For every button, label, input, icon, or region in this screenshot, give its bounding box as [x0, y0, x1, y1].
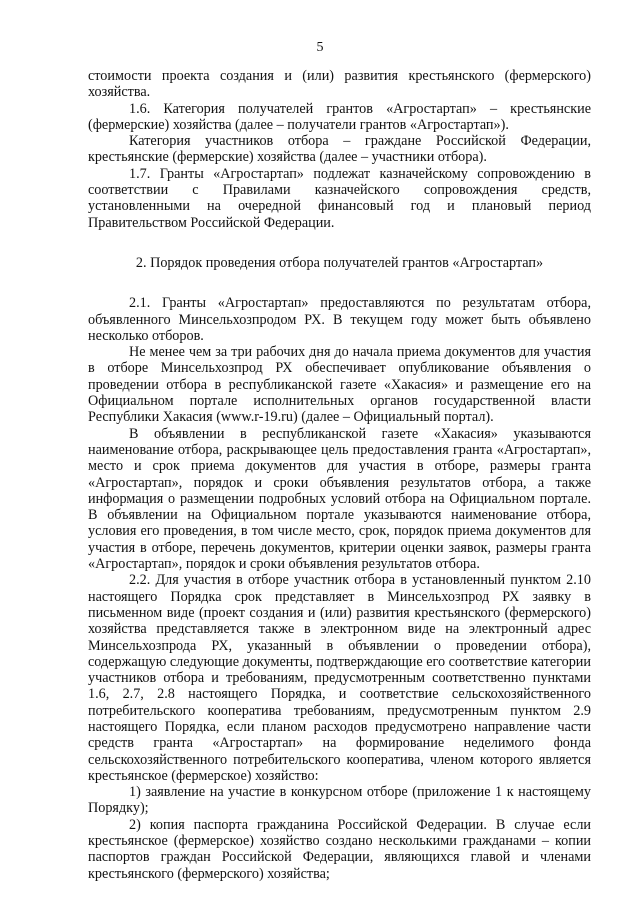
document-body [88, 68, 591, 882]
paragraph-cost-continuation: стоимости проекта создания и (или) развития крестьянского (фермерского) хозяйства. [88, 68, 591, 101]
list-item-1: 1) заявление на участие в конкурсном отборе (приложение 1 к настоящему Порядку); [88, 784, 591, 817]
list-item-2: 2) копия паспорта гражданина Российской Федерации. В случае если крестьянское (фермерское) хозяйство создано несколькими гражданами – копии паспортов граждан Российской Федерации, являющихся главой и членами крестьянского (фермерского) хозяйства; [88, 816, 591, 882]
section-heading: 2. Порядок проведения отбора получателей грантов «Агростартап» [135, 254, 544, 271]
paragraph-1-7: 1.7. Гранты «Агростартап» подлежат казначейскому сопровождению в соответствии с Правилами казначейского сопровождения средств, установленными на очередной финансовый год и плановый период Правительством Российской Федерации. [88, 165, 591, 231]
paragraph-participants-category: Категория участников отбора – граждане Российской Федерации, крестьянские (фермерские) хозяйства (далее – участники отбора). [88, 133, 591, 166]
paragraph-announcement-contents: В объявлении в республиканской газете «Хакасия» указываются наименование отбора, раскрывающее цель предоставления гранта «Агростартап», место и срок приема документов для участия в отборе, размеры гранта «Агростартап», порядок и сроки объявления результатов отбора, а также информация о размещении подробных условий отбора на Официальном портале. В объявлении на Официальном портале указываются наименование отбора, условия его проведения, в том числе место, срок, порядок приема документов для участия в отборе, перечень документов, критерии оценки заявок, размеры гранта «Агростартап», порядок и сроки объявления результатов отбора. [88, 425, 591, 573]
paragraph-2-2: 2.2. Для участия в отборе участник отбора в установленный пунктом 2.10 настоящего Порядка срок представляет в Минсельхозпрод РХ заявку в письменном виде (проект создания и (или) развития крестьянского (фермерского) хозяйства представляется также в электронном виде на электронный адрес Минсельхозпрода РХ, указанный в объявлении о проведении отбора), содержащую следующие документы, подтверждающие его соответствие категории участников отбора и требованиям, предусмотренным соответственно пунктами 1.6, 2.7, 2.8 настоящего Порядка, и соответствие сельскохозяйственного потребительского кооператива требованиям, предусмотренным пунктом 2.9 настоящего Порядка, если планом расходов предусмотрено направление части средств гранта «Агростартап» на формирование неделимого фонда сельскохозяйственного потребительского кооператива, членом которого является крестьянское (фермерское) хозяйство: [88, 572, 591, 784]
page-number: 5 [316, 40, 324, 55]
paragraph-announcement-timing: Не менее чем за три рабочих дня до начала приема документов для участия в отборе Минсельхозпрод РХ обеспечивает опубликование объявления о проведении отбора в республиканской газете «Хакасия» и размещение его на Официальном портале исполнительных органов государственной власти Республики Хакасия (www.r-19.ru) (далее – Официальный портал). [88, 344, 591, 426]
paragraph-2-1: 2.1. Гранты «Агростартап» предоставляются по результатам отбора, объявленного Минсельхозпродом РХ. В текущем году может быть объявлено несколько отборов. [88, 295, 591, 344]
paragraph-1-6: 1.6. Категория получателей грантов «Агростартап» – крестьянские (фермерские) хозяйства (далее – получатели грантов «Агростартап»). [88, 100, 591, 133]
